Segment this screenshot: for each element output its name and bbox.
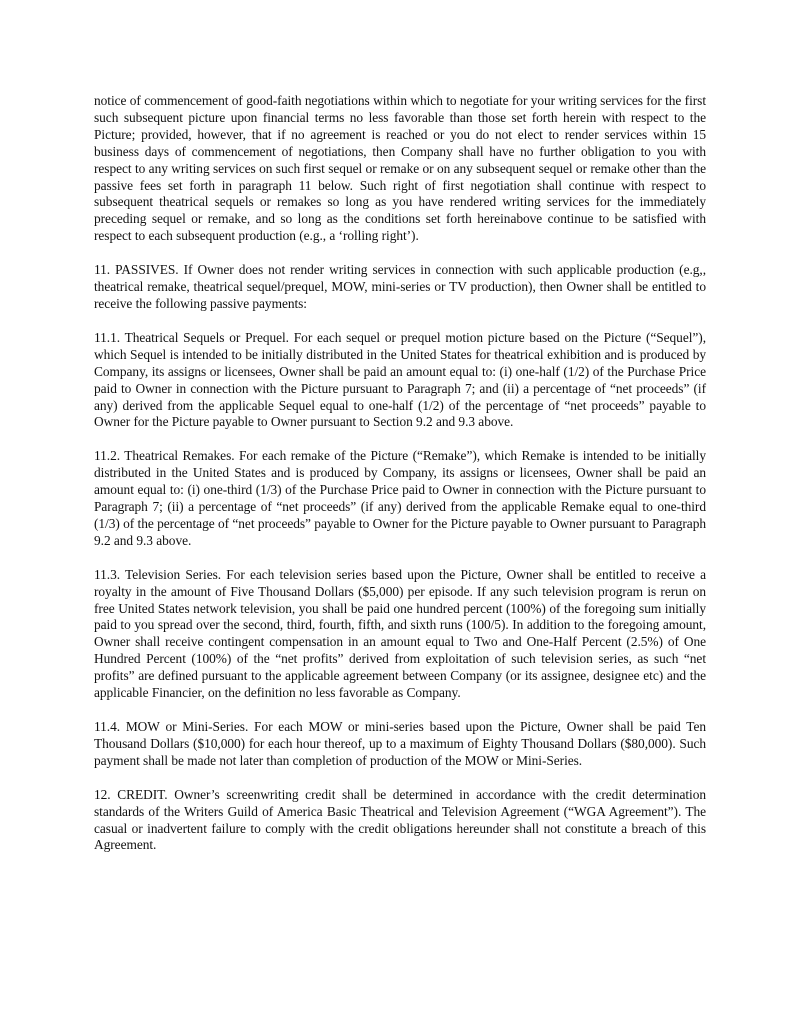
section-heading: 12. CREDIT. xyxy=(94,786,168,802)
paragraph-continuation xyxy=(94,93,706,245)
section-11-passives xyxy=(94,262,706,313)
paragraph-body: notice of commencement of good-faith negotiations within which to negotiate for your writing services for the first such subsequent picture upon financial terms no less favorable than those set forth herein with respect to the Picture; provided, however, that if no agreement is reached or you do not elect to render services within 15 business days of commencement of negotiations, then Company shall have no further obligation to you with respect to any writing services on such first sequel or remake or on any subsequent sequel or remake other than the passive fees set forth in paragraph 11 below. Such right of first negotiation shall continue with respect to subsequent theatrical sequels or remakes so long as you have rendered writing services for the immediately preceding sequel or remake, and so long as the conditions set forth hereinabove continue to be satisfied with respect to each subsequent production (e.g., a ‘rolling right’). xyxy=(94,93,706,244)
section-heading: 11.3. Television Series. xyxy=(94,566,222,582)
section-11-1-theatrical-sequels xyxy=(94,330,706,431)
section-11-3-television-series xyxy=(94,567,706,702)
section-body: For each MOW or mini-series based upon the Picture, Owner shall be paid Ten Thousand Dollars ($10,000) for each hour thereof, up to a maximum of Eighty Thousand Dollars ($80,000). Such payment shall be made not later than completion of production of the MOW or Mini-Series. xyxy=(94,719,706,768)
document-page xyxy=(94,93,706,871)
section-heading: 11.1. Theatrical Sequels or Prequel. xyxy=(94,329,289,345)
section-body: For each television series based upon the Picture, Owner shall be entitled to receive a royalty in the amount of Five Thousand Dollars ($5,000) per episode. If any such television program is rerun on free United States network television, you shall be paid one hundred percent (100%) of the foregoing sum initially paid to you spread over the second, third, fourth, fifth, and sixth runs (100/5). In addition to the foregoing amount, Owner shall receive contingent compensation in an amount equal to Two and One-Half Percent (2.5%) of One Hundred Percent (100%) of the “net profits” derived from exploitation of such television series, as such “net profits” are defined pursuant to the applicable agreement between Company (or its assignee, designee etc) and the applicable Financier, on the definition no less favorable as Company. xyxy=(94,566,707,701)
section-12-credit xyxy=(94,787,706,855)
section-heading: 11.2. Theatrical Remakes. xyxy=(94,448,235,464)
section-body: Owner’s screenwriting credit shall be determined in accordance with the credit determination standards of the Writers Guild of America Basic Theatrical and Television Agreement (“WGA Agreement”). The casual or inadvertent failure to comply with the credit obligations hereunder shall not constitute a breach of this Agreement. xyxy=(94,786,707,853)
section-11-2-theatrical-remakes xyxy=(94,448,706,549)
section-body: For each sequel or prequel motion picture based on the Picture (“Sequel”), which Sequel is intended to be initially distributed in the United States for theatrical exhibition and is produced by Company, its assigns or licensees, Owner shall be paid an amount equal to: (i) one-half (1/2) of the Purchase Price paid to Owner in connection with the Picture pursuant to Paragraph 7; and (ii) a percentage of “net proceeds” (if any) derived from the applicable Sequel equal to one-half (1/2) of the percentage of “net proceeds” payable to Owner for the Picture payable to Owner pursuant to Section 9.2 and 9.3 above. xyxy=(94,329,706,430)
section-body: If Owner does not render writing services in connection with such applicable production (e.g,, theatrical remake, theatrical sequel/prequel, MOW, mini-series or TV production), then Owner shall be entitled to receive the following passive payments: xyxy=(94,262,707,311)
section-11-4-mow-mini-series xyxy=(94,719,706,770)
section-heading: 11. PASSIVES. xyxy=(94,262,179,278)
section-body: For each remake of the Picture (“Remake”), which Remake is intended to be initially distributed in the United States and is produced by Company, its assigns or licensees, Owner shall be paid an amount equal to: (i) one-third (1/3) of the Purchase Price paid to Owner in connection with the Picture pursuant to Paragraph 7; (ii) a percentage of “net proceeds” (if any) derived from the applicable Remake equal to one-third (1/3) of the percentage of “net proceeds” payable to Owner for the Picture payable to Owner pursuant to Paragraph 9.2 and 9.3 above. xyxy=(94,448,706,548)
section-heading: 11.4. MOW or Mini-Series. xyxy=(94,719,249,734)
